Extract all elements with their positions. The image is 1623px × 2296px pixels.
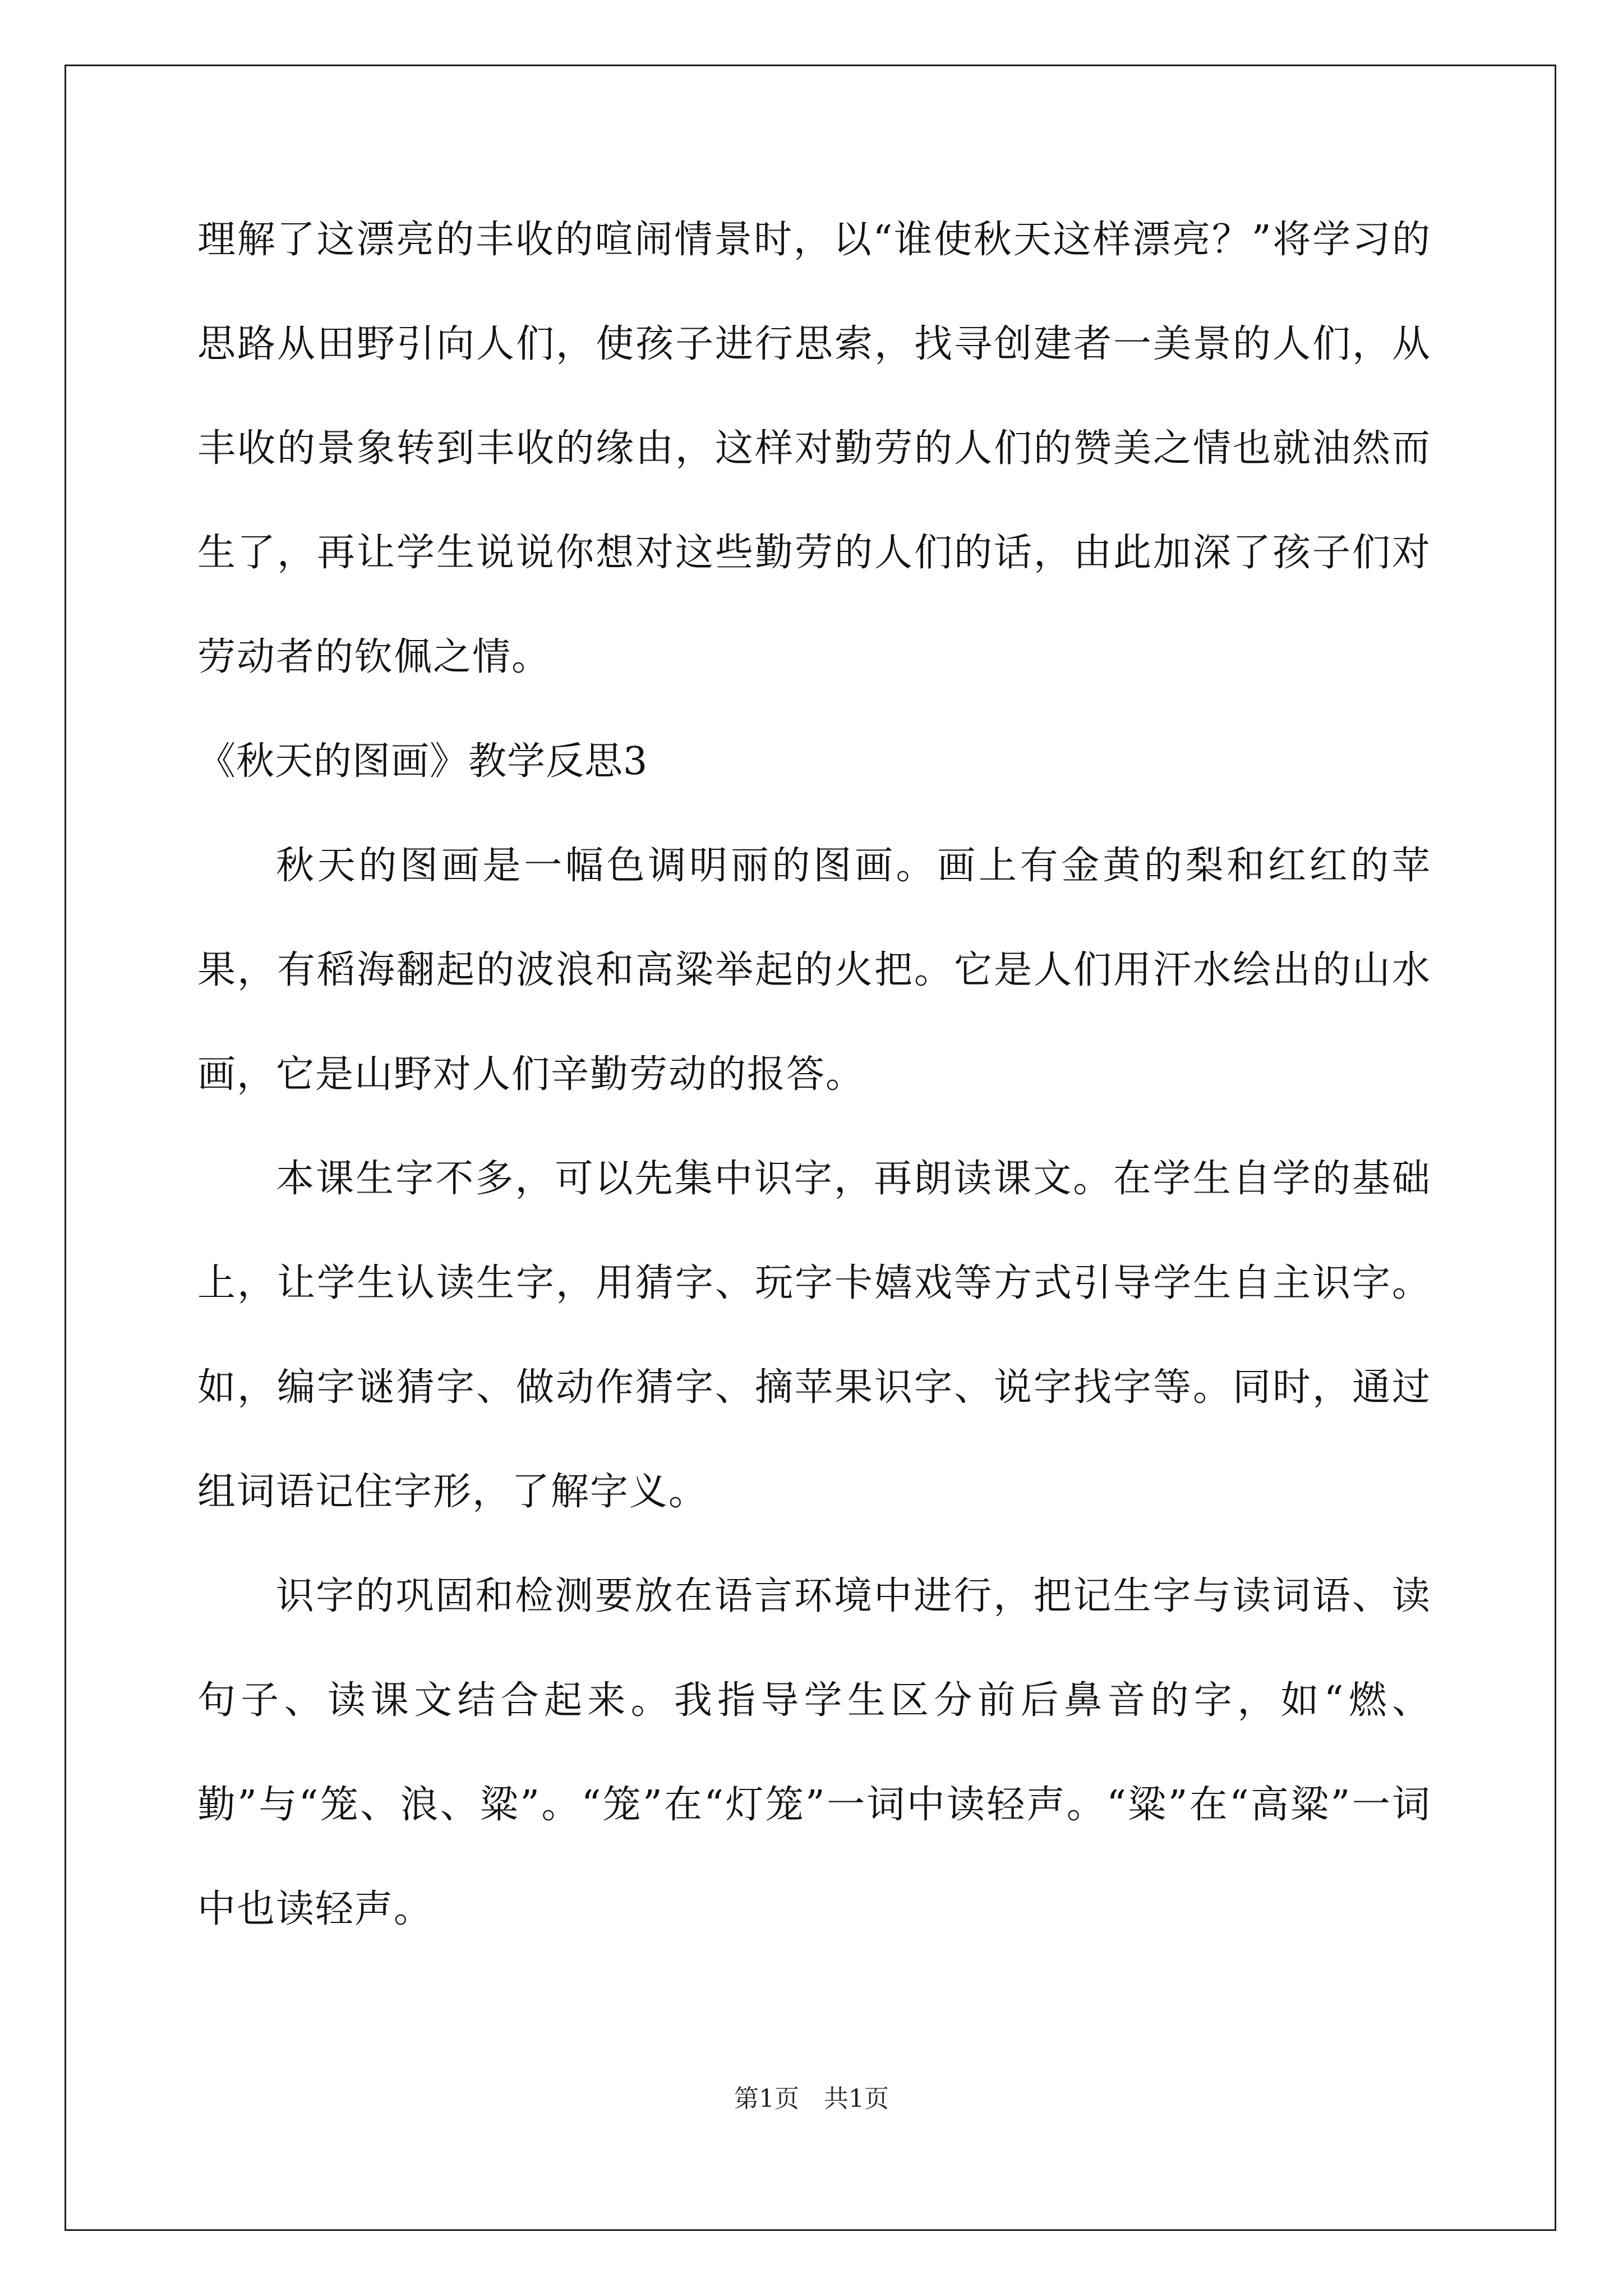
paragraph-intro: 秋天的图画是一幅色调明丽的图画。画上有金黄的梨和红红的苹果，有稻海翻起的波浪和高粱举起的火把。它是人们用汗水绘出的山水画，它是山野对人们辛勤劳动的报答。 [197, 844, 1431, 1097]
section-heading: 《秋天的图画》教学反思3 [197, 739, 648, 784]
paragraph-literacy: 本课生字不多，可以先集中识字，再朗读课文。在学生自学的基础上，让学生认读生字，用猜字、玩字卡嬉戏等方式引导学生自主识字。如，编字谜猜字、做动作猜字、摘苹果识字、说字找字等。同时，通过组词语记住字形，了解字义。 [197, 1157, 1431, 1514]
page-number-footer: 第1页 共1页 [734, 2085, 889, 2113]
paragraph-continued: 理解了这漂亮的丰收的喧闹情景时，以“谁使秋天这样漂亮？”将学习的思路从田野引向人们，使孩子进行思索，找寻创建者一美景的人们，从丰收的景象转到丰收的缘由，这样对勤劳的人们的赞美之情也就油然而生了，再让学生说说你想对这些勤劳的人们的话，由此加深了孩子们对劳动者的钦佩之情。 [197, 218, 1431, 679]
document-body [197, 188, 1431, 1962]
paragraph-consolidation: 识字的巩固和检测要放在语言环境中进行，把记生字与读词语、读句子、读课文结合起来。我指导学生区分前后鼻音的字，如“燃、勤”与“笼、浪、粱”。“笼”在“灯笼”一词中读轻声。“粱”在“高粱”一词中也读轻声。 [197, 1574, 1431, 1931]
